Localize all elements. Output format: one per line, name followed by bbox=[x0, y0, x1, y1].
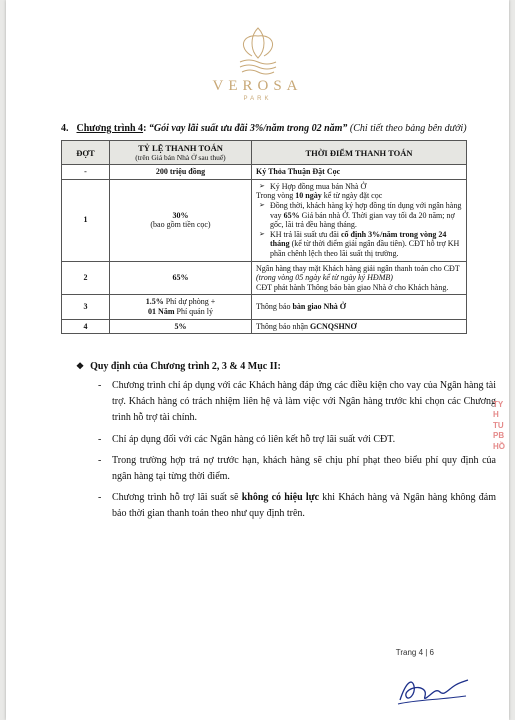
section-heading bbox=[61, 123, 501, 134]
brand-subtitle: PARK bbox=[243, 96, 272, 102]
brand-name: VEROSA bbox=[212, 78, 303, 94]
list-item: - Trong trường hợp trả nợ trước hạn, khách hàng sẽ chịu phí phạt theo biểu phí quy định của ngân hàng tại từng thời điểm. bbox=[112, 453, 496, 485]
header-phase: ĐỢT bbox=[62, 141, 110, 165]
heading-note: (Chi tiết theo bảng bên dưới) bbox=[349, 123, 467, 134]
rate-value: 30% bbox=[172, 210, 189, 220]
rate-cell bbox=[110, 179, 252, 261]
signature-icon bbox=[396, 670, 471, 715]
timing-line: Trong vòng 10 ngày kể từ ngày đặt cọc bbox=[256, 191, 383, 201]
timing-cell: Thông báo bàn giao Nhà Ở bbox=[252, 295, 467, 319]
heading-program: Chương trình 4 bbox=[76, 123, 144, 134]
phase-cell: - bbox=[62, 165, 110, 180]
document-page bbox=[6, 0, 509, 720]
phase-cell: 2 bbox=[62, 261, 110, 295]
list-item: - Chương trình chỉ áp dụng với các Khách hàng đáp ứng các điều kiện cho vay của Ngân hàng tài trợ. Khách hàng có trách nhiệm liên hệ và làm việc với Ngân hàng trước khi chọn các Chương trình hỗ trợ tài chính. bbox=[112, 378, 496, 427]
header-rate bbox=[110, 141, 252, 165]
rate-cell: 5% bbox=[110, 319, 252, 334]
timing-line: (trong vòng 05 ngày kể từ ngày ký HĐMB) bbox=[256, 273, 393, 283]
timing-cell: Ký Thỏa Thuận Đặt Cọc bbox=[252, 165, 467, 180]
rate-cell: 200 triệu đồng bbox=[110, 165, 252, 180]
list-item: - Chỉ áp dụng đối với các Ngân hàng có liên kết hỗ trợ lãi suất với CĐT. bbox=[112, 432, 496, 448]
header-rate-sub: (trên Giá bán Nhà Ở sau thuế) bbox=[135, 153, 226, 163]
table-row bbox=[62, 319, 467, 334]
timing-line: Ngân hàng thay mặt Khách hàng giải ngân thanh toán cho CĐT bbox=[256, 263, 460, 273]
rules-title: ❖ Quy định của Chương trình 2, 3 & 4 Mục II: bbox=[76, 361, 281, 372]
heading-number: 4. bbox=[61, 123, 69, 134]
diamond-bullet-icon: ❖ bbox=[76, 361, 85, 371]
heading-colon: : bbox=[143, 123, 147, 134]
lotus-icon bbox=[234, 22, 282, 80]
verosa-park-logo bbox=[6, 22, 509, 102]
rate-note: (bao gồm tiền cọc) bbox=[150, 220, 211, 230]
program-rules-section bbox=[76, 361, 496, 528]
timing-line: CĐT phát hành Thông báo bàn giao Nhà ở cho Khách hàng. bbox=[256, 282, 449, 292]
rate-cell: 1.5% Phí dự phòng + 01 Năm Phí quản lý bbox=[110, 295, 252, 319]
timing-cell bbox=[252, 261, 467, 295]
timing-bullet: ➢ Đồng thời, khách hàng ký hợp đồng tín dụng với ngân hàng vay 65% Giá bán nhà Ở. Thời gian vay tối đa 20 năm; nợ gốc, lãi trả đều hàng tháng. bbox=[270, 201, 462, 230]
list-item: - Chương trình hỗ trợ lãi suất sẽ không có hiệu lực khi Khách hàng và Ngân hàng không đảm bảo thời gian thanh toán theo như quy định trên. bbox=[112, 490, 496, 522]
timing-bullet: ➢ Ký Hợp đồng mua bán Nhà Ở bbox=[270, 182, 462, 192]
phase-cell: 3 bbox=[62, 295, 110, 319]
page-number: Trang 4 | 6 bbox=[395, 648, 434, 657]
table-row bbox=[62, 295, 467, 319]
timing-bullet: ➢ KH trả lãi suất ưu đãi cố định 3%/năm trong vòng 24 tháng (kể từ thời điểm giải ngân đầu tiên). CĐT hỗ trợ KH phần chênh lệch theo lãi suất thị trường. bbox=[270, 230, 462, 259]
heading-title: “Gói vay lãi suất ưu đãi 3%/năm trong 02 năm” bbox=[148, 123, 348, 134]
table-header-row bbox=[62, 141, 467, 165]
timing-cell: Thông báo nhận GCNQSHNƠ bbox=[252, 319, 467, 334]
header-timing: THỜI ĐIỂM THANH TOÁN bbox=[252, 141, 467, 165]
rate-cell: 65% bbox=[110, 261, 252, 295]
table-row bbox=[62, 261, 467, 295]
red-stamp: TY H TU PB HỒ bbox=[493, 400, 505, 451]
phase-cell: 1 bbox=[62, 179, 110, 261]
payment-schedule-table bbox=[61, 140, 467, 334]
header-rate-main: TỶ LỆ THANH TOÁN bbox=[138, 143, 223, 153]
table-row bbox=[62, 179, 467, 261]
timing-cell bbox=[252, 179, 467, 261]
table-row bbox=[62, 165, 467, 180]
rules-list bbox=[76, 378, 496, 523]
phase-cell: 4 bbox=[62, 319, 110, 334]
